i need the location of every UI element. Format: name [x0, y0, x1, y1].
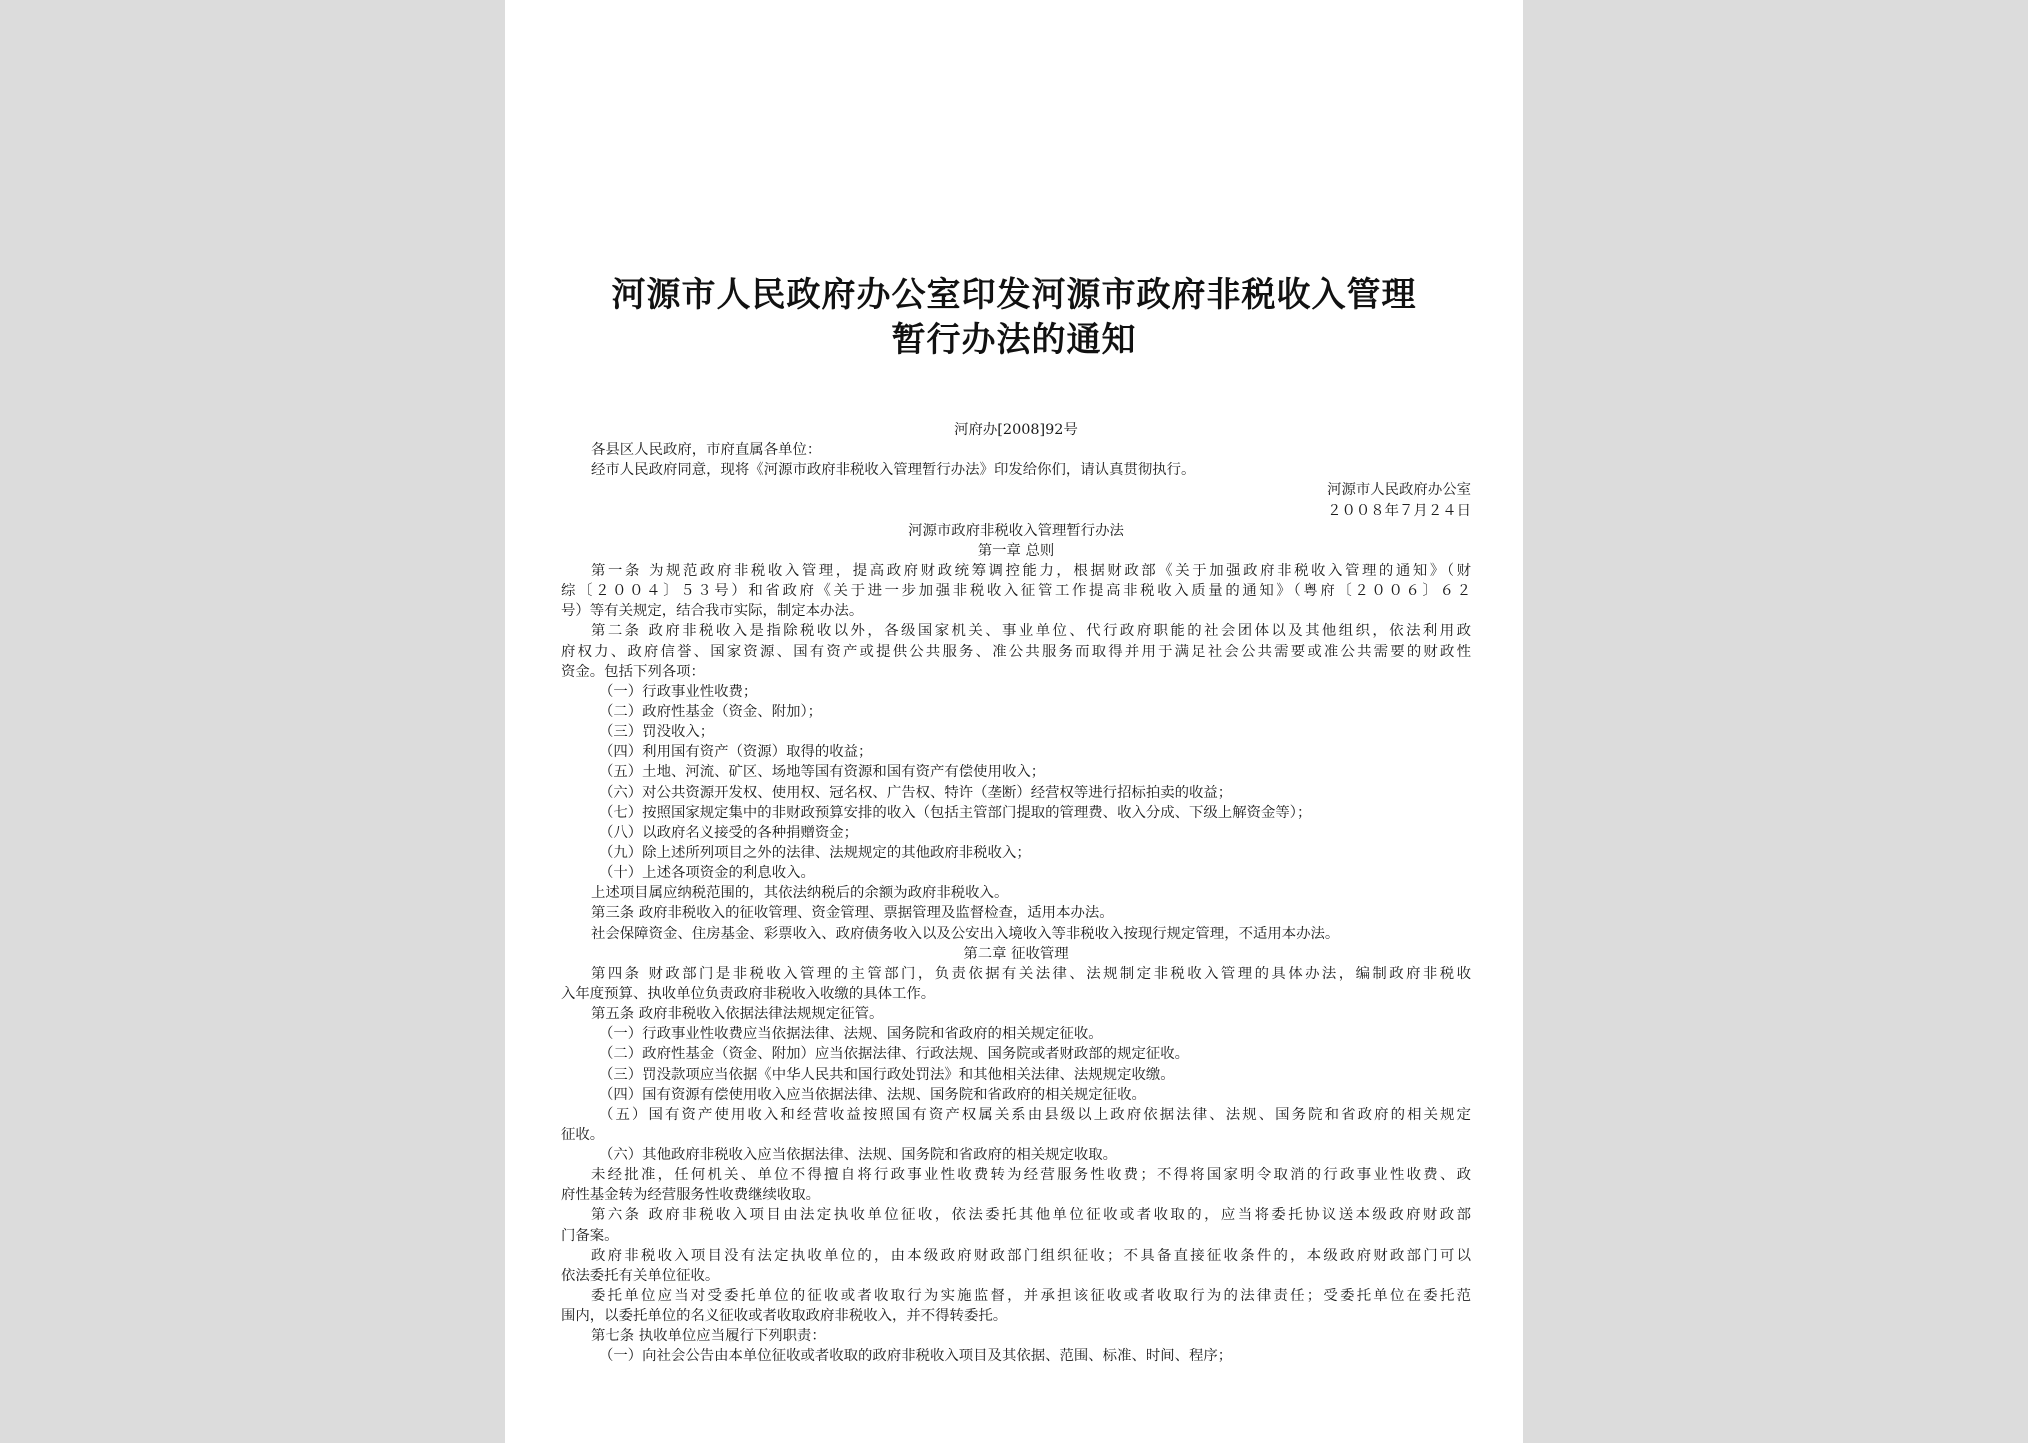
body-line: 第六条 政府非税收入项目由法定执收单位征收，依法委托其他单位征收或者收取的，应当将委托协议送本级政府财政部	[591, 1207, 1471, 1224]
body-line: 府权力、政府信誉、国家资源、国有资产或提供公共服务、准公共服务而取得并用于满足社会公共需要或准公共需要的财政性	[561, 643, 1471, 660]
body-line: 门备案。	[561, 1227, 619, 1244]
body-line: 围内，以委托单位的名义征收或者收取政府非税收入，并不得转委托。	[561, 1308, 1008, 1325]
issuer: 河源市人民政府办公室	[1327, 482, 1471, 499]
list-item: （六）对公共资源开发权、使用权、冠名权、广告权、特许（垄断）经营权等进行招标拍卖的收益；	[599, 784, 1233, 801]
body-line: 府性基金转为经营服务性收费继续收取。	[561, 1187, 821, 1204]
body-line: 综〔２００４〕５３号）和省政府《关于进一步加强非税收入征管工作提高非税收入质量的通知》（粤府〔２００６〕６２	[561, 583, 1471, 600]
document-page	[505, 0, 1523, 1443]
list-item: （九）除上述所列项目之外的法律、法规规定的其他政府非税收入；	[599, 844, 1031, 861]
body-line: 入年度预算、执收单位负责政府非税收入收缴的具体工作。	[561, 985, 936, 1002]
list-item: （三）罚没收入；	[599, 724, 715, 741]
list-item: （一）向社会公告由本单位征收或者收取的政府非税收入项目及其依据、范围、标准、时间、程序；	[599, 1348, 1233, 1365]
chapter-heading: 第二章 征收管理	[963, 945, 1069, 962]
body-line: 依法委托有关单位征收。	[561, 1267, 720, 1284]
body-line: 第二条 政府非税收入是指除税收以外，各级国家机关、事业单位、代行政府职能的社会团体以及其他组织，依法利用政	[591, 623, 1471, 640]
body-line: 第五条 政府非税收入依据法律法规规定征管。	[591, 1006, 884, 1023]
list-item: （八）以政府名义接受的各种捐赠资金；	[599, 824, 859, 841]
addressee: 各县区人民政府，市府直属各单位：	[591, 442, 822, 459]
document-body	[561, 420, 1471, 1367]
list-item: （一）行政事业性收费；	[599, 683, 758, 700]
body-line: 第一条 为规范政府非税收入管理，提高政府财政统筹调控能力，根据财政部《关于加强政府非税收入管理的通知》（财	[591, 562, 1471, 579]
body-line: 未经批准，任何机关、单位不得擅自将行政事业性收费转为经营服务性收费；不得将国家明令取消的行政事业性收费、政	[591, 1167, 1471, 1184]
document-title-line-2: 暂行办法的通知	[891, 320, 1137, 360]
issue-date: ２００８年７月２４日	[1327, 502, 1471, 519]
list-item: （二）政府性基金（资金、附加）应当依据法律、行政法规、国务院或者财政部的规定征收。	[599, 1046, 1190, 1063]
notice-paragraph: 经市人民政府同意，现将《河源市政府非税收入管理暂行办法》印发给你们，请认真贯彻执行。	[591, 462, 1196, 479]
list-item: （七）按照国家规定集中的非财政预算安排的收入（包括主管部门提取的管理费、收入分成、下级上解资金等）；	[599, 804, 1312, 821]
body-line: 资金。包括下列各项：	[561, 663, 705, 680]
body-line: 第七条 执收单位应当履行下列职责：	[591, 1328, 826, 1345]
list-item: （一）行政事业性收费应当依据法律、法规、国务院和省政府的相关规定征收。	[599, 1026, 1103, 1043]
list-item: （六）其他政府非税收入应当依据法律、法规、国务院和省政府的相关规定收取。	[599, 1147, 1118, 1164]
body-line: 社会保障资金、住房基金、彩票收入、政府债务收入以及公安出入境收入等非税收入按现行规定管理，不适用本办法。	[591, 925, 1340, 942]
list-item: （五）国有资产使用收入和经营收益按照国有资产权属关系由县级以上政府依据法律、法规、国务院和省政府的相关规定	[599, 1106, 1471, 1123]
list-item: （十）上述各项资金的利息收入。	[599, 865, 815, 882]
body-line: 第四条 财政部门是非税收入管理的主管部门，负责依据有关法律、法规制定非税收入管理的具体办法，编制政府非税收	[591, 965, 1471, 982]
body-line: 第三条 政府非税收入的征收管理、资金管理、票据管理及监督检查，适用本办法。	[591, 905, 1114, 922]
document-number: 河府办[2008]92号	[954, 422, 1078, 438]
list-item: （四）利用国有资产（资源）取得的收益；	[599, 744, 873, 761]
body-line: 号）等有关规定，结合我市实际，制定本办法。	[561, 603, 864, 620]
list-item: （四）国有资源有偿使用收入应当依据法律、法规、国务院和省政府的相关规定征收。	[599, 1086, 1146, 1103]
body-line: 上述项目属应纳税范围的，其依法纳税后的余额为政府非税收入。	[591, 885, 1009, 902]
list-item: （二）政府性基金（资金、附加）；	[599, 703, 823, 720]
chapter-heading: 第一章 总则	[977, 542, 1055, 559]
list-item: （三）罚没款项应当依据《中华人民共和国行政处罚法》和其他相关法律、法规规定收缴。	[599, 1066, 1175, 1083]
body-line: 委托单位应当对受委托单位的征收或者收取行为实施监督，并承担该征收或者收取行为的法律责任；受委托单位在委托范	[591, 1288, 1471, 1305]
document-title-line-1: 河源市人民政府办公室印发河源市政府非税收入管理	[611, 275, 1417, 315]
body-line: 征收。	[561, 1126, 605, 1143]
measures-title: 河源市政府非税收入管理暂行办法	[908, 522, 1124, 539]
body-line: 政府非税收入项目没有法定执收单位的，由本级政府财政部门组织征收；不具备直接征收条件的，本级政府财政部门可以	[591, 1247, 1471, 1264]
list-item: （五）土地、河流、矿区、场地等国有资源和国有资产有偿使用收入；	[599, 764, 1046, 781]
